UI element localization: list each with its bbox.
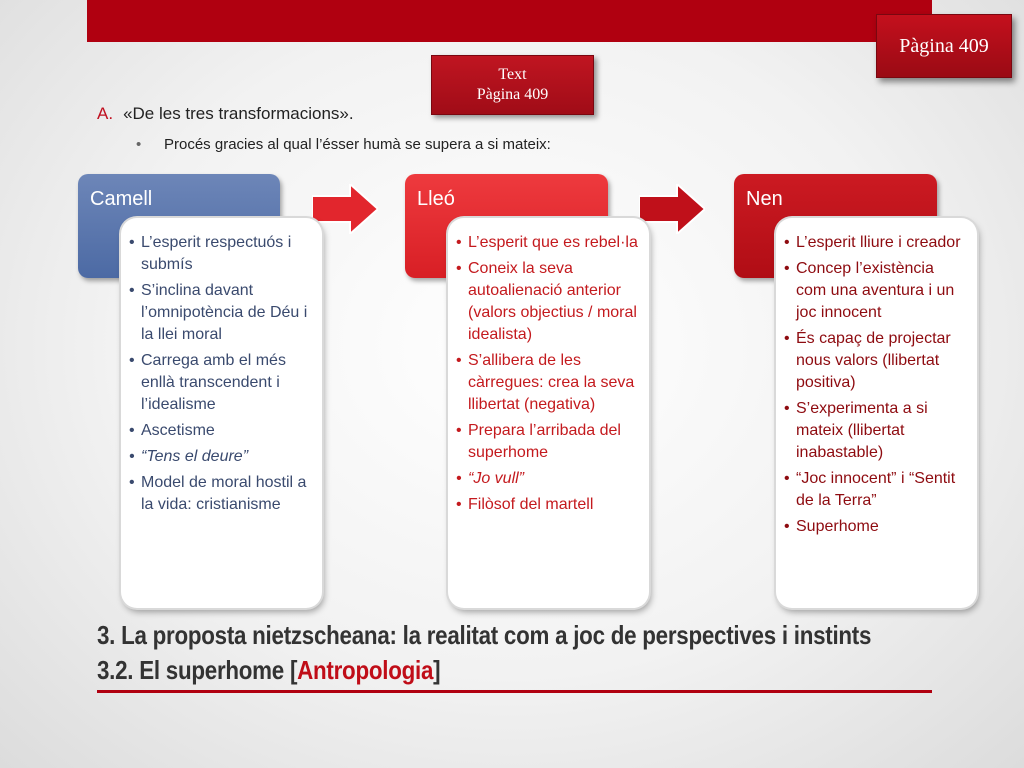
arrow-right-icon — [639, 184, 705, 234]
list-item: • S’allibera de les càrregues: crea la seva llibertat (negativa) — [456, 350, 639, 416]
list-item: • Coneix la seva autoalienació anterior (valors objectius / moral idealista) — [456, 258, 639, 346]
list-item: • “Joc innocent” i “Sentit de la Terra” — [784, 468, 967, 512]
intro-bullet — [136, 136, 551, 153]
stage-content-nen — [776, 218, 977, 608]
list-item: • Filòsof del martell — [456, 494, 639, 516]
list-item: • Concep l’existència com una aventura i un joc innocent — [784, 258, 967, 324]
slide-title-line1: 3. La proposta nietzscheana: la realitat com a joc de perspectives i instints — [97, 620, 872, 650]
top-banner — [87, 0, 932, 42]
stage-title-camell: Camell — [90, 188, 153, 210]
bullet-dot-icon: • — [136, 136, 142, 153]
page-number-label: Pàgina 409 — [899, 34, 989, 57]
page-number-badge — [876, 14, 1012, 78]
list-item: • Prepara l’arribada del superhome — [456, 420, 639, 464]
text-reference-line2: Pàgina 409 — [476, 86, 549, 103]
list-item: • L’esperit que es rebel·la — [456, 232, 639, 254]
list-item: • “Jo vull” — [456, 468, 639, 490]
stage-content-camell — [121, 218, 322, 608]
intro-bullet-text: Procés gracies al qual l’ésser humà se supera a si mateix: — [164, 136, 551, 153]
section-heading — [97, 104, 354, 124]
stage-content-lleo — [448, 218, 649, 608]
list-item: • “Tens el deure” — [129, 446, 312, 468]
list-item: • Carrega amb el més enllà transcendent i l’idealisme — [129, 350, 312, 416]
arrow-right-icon — [312, 184, 378, 234]
list-item: • Model de moral hostil a la vida: cristianisme — [129, 472, 312, 516]
text-reference-line1: Text — [498, 66, 527, 83]
slide-title-line2 — [97, 655, 440, 686]
list-item: • S’inclina davant l’omnipotència de Déu i la llei moral — [129, 280, 312, 346]
slide-title-suffix: ] — [433, 655, 441, 685]
list-item: • L’esperit lliure i creador — [784, 232, 967, 254]
divider — [97, 690, 932, 693]
slide-title-prefix: 3.2. El superhome [ — [97, 655, 298, 685]
list-item: • És capaç de projectar nous valors (llibertat positiva) — [784, 328, 967, 394]
list-item: • S’experimenta a si mateix (llibertat inabastable) — [784, 398, 967, 464]
slide-title-highlight: Antropologia — [297, 655, 434, 685]
section-title: «De les tres transformacions». — [123, 104, 354, 123]
list-item: • Superhome — [784, 516, 967, 538]
list-item: • Ascetisme — [129, 420, 312, 442]
stage-title-lleo: Lleó — [417, 188, 455, 210]
text-reference-button[interactable] — [431, 55, 594, 115]
list-item: • L’esperit respectuós i submís — [129, 232, 312, 276]
section-marker: A. — [97, 104, 114, 123]
stage-title-nen: Nen — [746, 188, 783, 210]
